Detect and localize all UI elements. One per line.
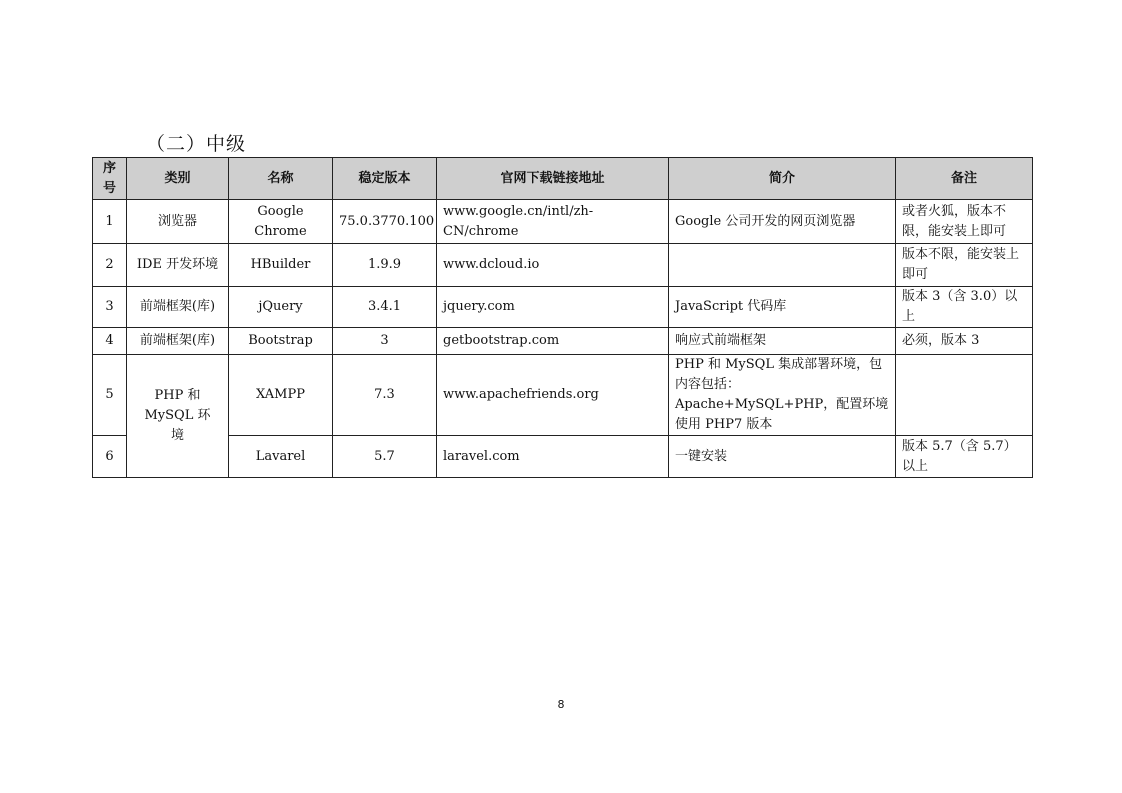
cell-no: 1 xyxy=(93,200,127,244)
cell-category: PHP 和 MySQL 环境 xyxy=(127,355,229,478)
cell-intro: Google 公司开发的网页浏览器 xyxy=(669,200,896,244)
header-intro: 简介 xyxy=(669,158,896,200)
header-note: 备注 xyxy=(896,158,1033,200)
header-no: 序号 xyxy=(93,158,127,200)
cell-category: 前端框架(库) xyxy=(127,287,229,328)
cell-category: IDE 开发环境 xyxy=(127,244,229,287)
cell-intro: 一键安装 xyxy=(669,436,896,478)
table-row xyxy=(93,328,1033,355)
cell-version: 3.4.1 xyxy=(333,287,437,328)
cell-intro xyxy=(669,244,896,287)
cell-intro: PHP 和 MySQL 集成部署环境，包内容包括：Apache+MySQL+PHP，配置环境使用 PHP7 版本 xyxy=(669,355,896,436)
table-row xyxy=(93,287,1033,328)
header-version: 稳定版本 xyxy=(333,158,437,200)
cell-name: Bootstrap xyxy=(229,328,333,355)
cell-note: 必须，版本 3 xyxy=(896,328,1033,355)
cell-version: 7.3 xyxy=(333,355,437,436)
table-header-row xyxy=(93,158,1033,200)
header-category: 类别 xyxy=(127,158,229,200)
cell-category: 前端框架(库) xyxy=(127,328,229,355)
cell-url: laravel.com xyxy=(437,436,669,478)
cell-no: 6 xyxy=(93,436,127,478)
cell-no: 3 xyxy=(93,287,127,328)
software-table xyxy=(92,157,1033,478)
cell-intro: JavaScript 代码库 xyxy=(669,287,896,328)
header-url: 官网下载链接地址 xyxy=(437,158,669,200)
cell-note: 版本 3（含 3.0）以上 xyxy=(896,287,1033,328)
cell-name: Google Chrome xyxy=(229,200,333,244)
table-row xyxy=(93,200,1033,244)
cell-note xyxy=(896,355,1033,436)
cell-version: 1.9.9 xyxy=(333,244,437,287)
table-row xyxy=(93,355,1033,436)
cell-url: www.apachefriends.org xyxy=(437,355,669,436)
cell-note: 或者火狐，版本不限，能安装上即可 xyxy=(896,200,1033,244)
table-row xyxy=(93,244,1033,287)
cell-name: Lavarel xyxy=(229,436,333,478)
cell-version: 5.7 xyxy=(333,436,437,478)
table-row xyxy=(93,436,1033,478)
cell-intro: 响应式前端框架 xyxy=(669,328,896,355)
cell-url: www.dcloud.io xyxy=(437,244,669,287)
section-title: （二）中级 xyxy=(146,133,247,155)
cell-name: jQuery xyxy=(229,287,333,328)
cell-url: jquery.com xyxy=(437,287,669,328)
cell-note: 版本 5.7（含 5.7）以上 xyxy=(896,436,1033,478)
cell-no: 4 xyxy=(93,328,127,355)
header-name: 名称 xyxy=(229,158,333,200)
cell-version: 75.0.3770.100 xyxy=(333,200,437,244)
cell-no: 2 xyxy=(93,244,127,287)
page-number: 8 xyxy=(557,698,565,711)
cell-version: 3 xyxy=(333,328,437,355)
cell-no: 5 xyxy=(93,355,127,436)
cell-url: www.google.cn/intl/zh-CN/chrome xyxy=(437,200,669,244)
cell-name: XAMPP xyxy=(229,355,333,436)
cell-note: 版本不限，能安装上即可 xyxy=(896,244,1033,287)
cell-name: HBuilder xyxy=(229,244,333,287)
cell-url: getbootstrap.com xyxy=(437,328,669,355)
cell-category: 浏览器 xyxy=(127,200,229,244)
